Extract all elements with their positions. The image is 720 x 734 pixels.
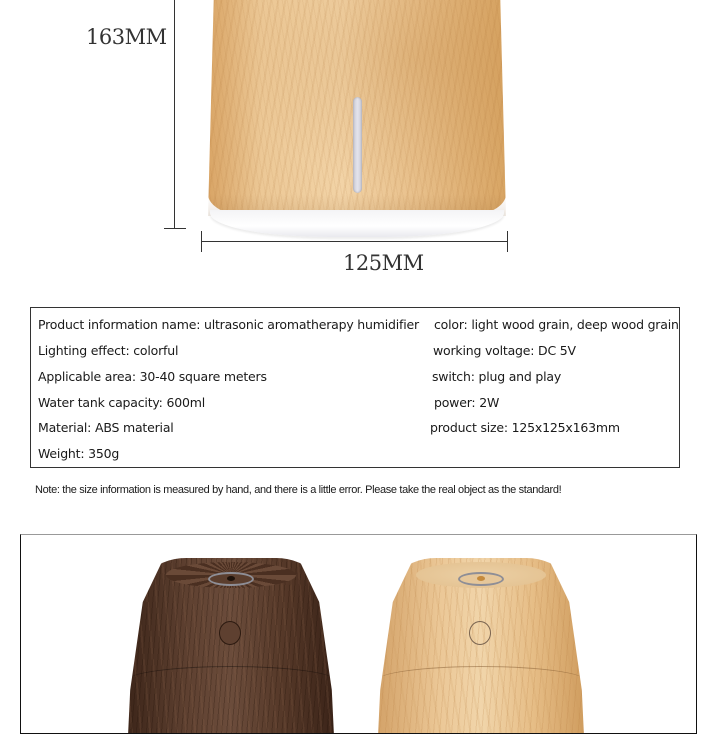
spec-lighting-effect: Lighting effect: colorful <box>38 343 179 358</box>
spec-weight: Weight: 350g <box>38 446 120 461</box>
product-dimension-photo <box>0 0 720 290</box>
size-disclaimer-note: Note: the size information is measured by hand, and there is a little error. Please take the real object as the standard! <box>35 484 562 496</box>
variant-photo-frame <box>20 534 697 734</box>
power-button-icon <box>219 621 241 645</box>
spec-material: Material: ABS material <box>38 420 174 435</box>
spec-table <box>30 307 680 468</box>
humidifier-deep-wood-grain <box>126 558 336 734</box>
spec-water-tank: Water tank capacity: 600ml <box>38 395 205 410</box>
spec-color: color: light wood grain, deep wood grain <box>434 317 679 332</box>
mist-outlet-icon <box>477 576 485 581</box>
spec-switch: switch: plug and play <box>432 369 562 384</box>
width-dimension-tick-right <box>507 231 508 252</box>
humidifier-white-base <box>210 210 504 237</box>
humidifier-light-wood-grain <box>376 558 586 734</box>
body-seam <box>126 666 336 681</box>
spec-voltage: working voltage: DC 5V <box>433 343 576 358</box>
mist-outlet-icon <box>227 576 235 581</box>
spec-power: power: 2W <box>434 395 500 410</box>
width-dimension-tick-left <box>201 231 202 252</box>
spec-product-name: Product information name: ultrasonic aromatherapy humidifier <box>38 317 419 332</box>
spec-applicable-area: Applicable area: 30-40 square meters <box>38 369 267 384</box>
power-button-icon <box>469 621 491 645</box>
body-seam <box>376 666 586 681</box>
led-light-slot <box>353 97 362 193</box>
width-dimension-line <box>202 241 508 242</box>
height-label: 163MM <box>86 25 167 49</box>
spec-product-size: product size: 125x125x163mm <box>430 420 620 435</box>
height-dimension-tick <box>164 228 186 229</box>
width-label: 125MM <box>343 251 424 275</box>
height-dimension-line <box>174 0 175 229</box>
